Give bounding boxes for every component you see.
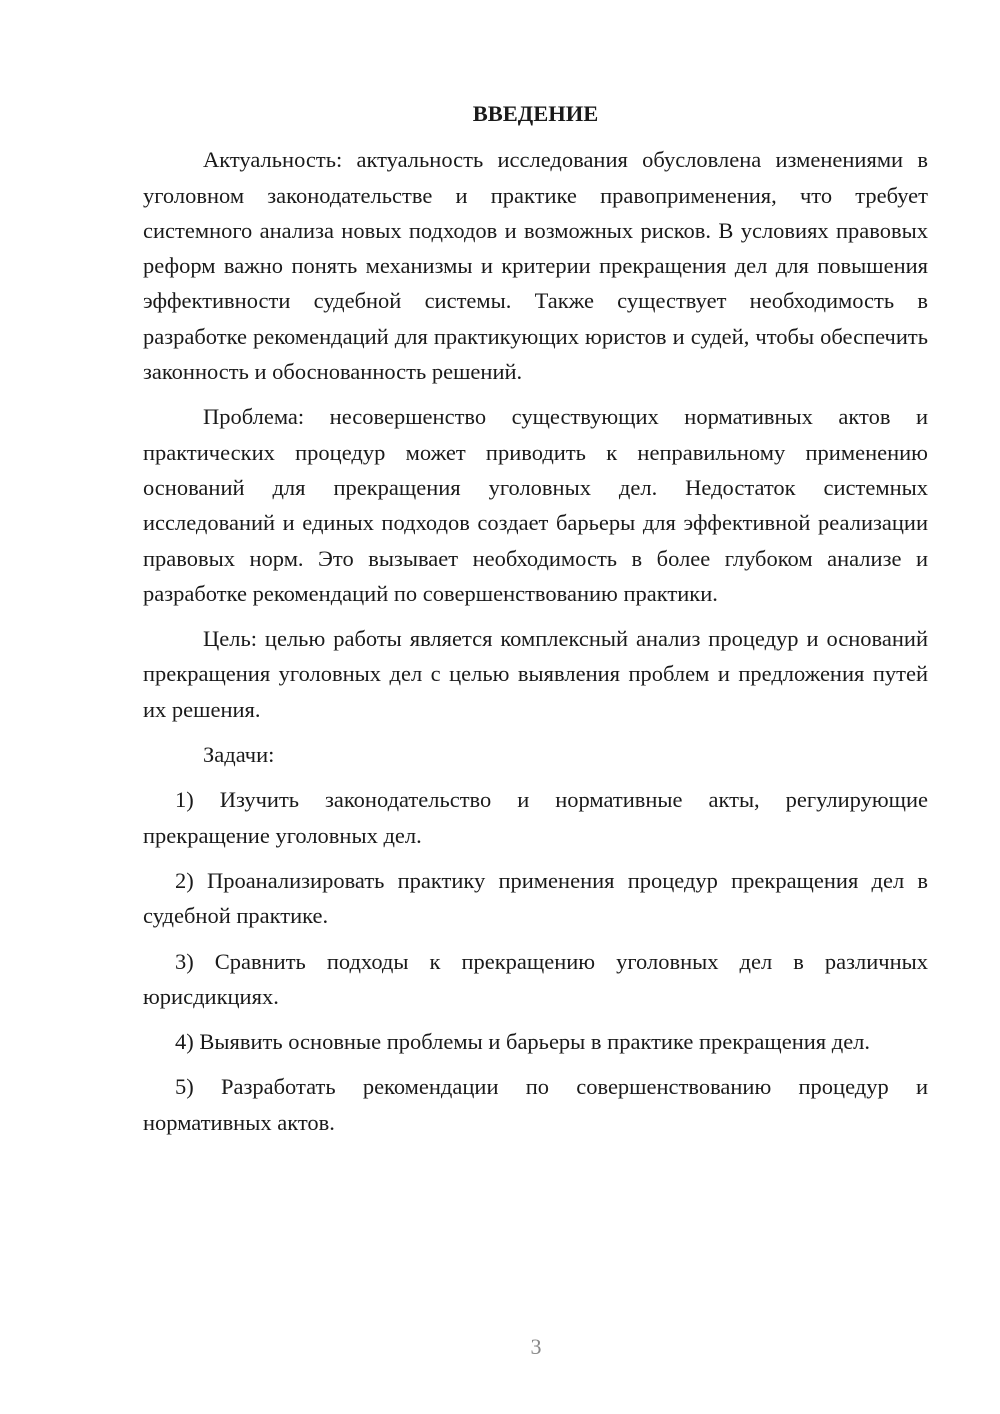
paragraph-goal: Цель: целью работы является комплексный анализ процедур и оснований прекращения уголовных дел с целью выявления проблем и предложения путей их решения. [143,626,928,722]
task-item: 5) Разработать рекомендации по совершенствованию процедур и нормативных актов. [143,1074,928,1135]
task-item: 3) Сравнить подходы к прекращению уголовных дел в различных юрисдикциях. [143,948,928,1009]
section-title: ВВЕДЕНИЕ [472,101,599,126]
task-item: 2) Проанализировать практику применения процедур прекращения дел в судебной практике. [143,867,928,929]
paragraph-relevance: Актуальность: актуальность исследования обусловлена изменениями в уголовном законодательстве и практике правоприменения, что требует системного анализа новых подходов и возможных рисков. В условиях правовых реформ важно понять механизмы и критерии прекращения дел для повышения эффективности судебной системы. Также существует необходимость в разработке рекомендаций для практикующих юристов и судей, чтобы обеспечить законность и обоснованность решений. [143,147,928,385]
task-item: 1) Изучить законодательство и нормативные акты, регулирующие прекращение уголовных дел. [143,787,928,848]
task-item: 4) Выявить основные проблемы и барьеры в практике прекращения дел. [175,1029,871,1055]
tasks-label: Задачи: [203,742,275,768]
paragraph-problem: Проблема: несовершенство существующих нормативных актов и практических процедур может приводить к неправильному применению оснований для прекращения уголовных дел. Недостаток системных исследований и единых подходов создает барьеры для эффективной реализации правовых норм. Это вызывает необходимость в более глубоком анализе и разработке рекомендаций по совершенствованию практики. [143,404,928,606]
task-list [143,782,928,1140]
page-number: 3 [530,1334,542,1359]
document-page [143,96,928,1150]
